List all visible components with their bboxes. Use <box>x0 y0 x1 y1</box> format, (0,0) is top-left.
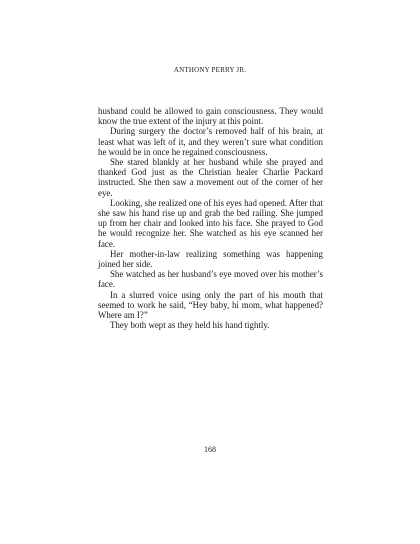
paragraph: Looking, she realized one of his eyes had opened. After that she saw his hand rise up and grab the bed railing. She jumped up from her chair and looked into his face. She prayed to God he would recognize her. She watched as his eye scanned her face. <box>98 197 323 249</box>
paragraph: She watched as her husband’s eye moved over his mother’s face. <box>98 269 323 290</box>
paragraph: During surgery the doctor’s removed half of his brain, at least what was left of it, and they weren’t sure what condition he would be in once he regained consciousness. <box>98 126 323 157</box>
paragraph: She stared blankly at her husband while she prayed and thanked God just as the Christian healer Charlie Packard instructed. She then saw a movement out of the corner of her eye. <box>98 157 323 198</box>
paragraph: husband could be allowed to gain consciousness. They would know the true extent of the injury at this point. <box>98 106 323 127</box>
body-text <box>98 106 323 330</box>
page-number: 168 <box>204 445 216 454</box>
paragraph: Her mother-in-law realizing something was happening joined her side. <box>98 248 323 270</box>
running-head: ANTHONY PERRY JR. <box>173 66 247 74</box>
paragraph: They both wept as they held his hand tightly. <box>110 320 270 331</box>
paragraph: In a slurred voice using only the part of his mouth that seemed to work he said, “Hey baby, hi mom, what happened? Where am I?” <box>98 289 323 321</box>
